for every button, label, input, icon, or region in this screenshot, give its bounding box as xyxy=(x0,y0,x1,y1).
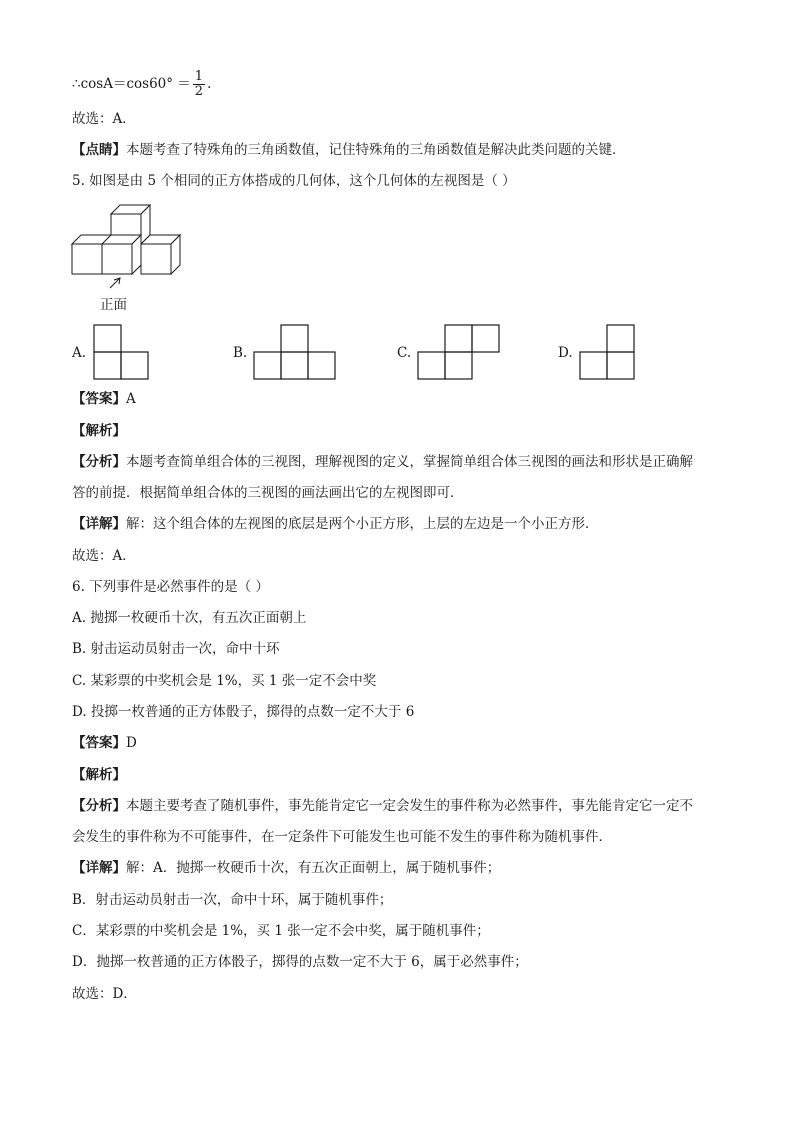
q5-fenxi-line1 xyxy=(72,453,693,471)
q6-detail-b: B．射击运动员射击一次，命中十环，属于随机事件； xyxy=(72,892,393,908)
option-d-view[interactable] xyxy=(579,324,639,380)
option-a-label[interactable]: A. xyxy=(72,345,87,361)
q6-option-a[interactable]: A. 抛掷一枚硬币十次，有五次正面朝上 xyxy=(72,610,307,626)
detail-tag: 【详解】 xyxy=(72,860,126,876)
option-c-label[interactable]: C. xyxy=(397,345,412,361)
fenxi-tag: 【分析】 xyxy=(72,798,126,814)
option-a-view[interactable] xyxy=(93,324,153,380)
q5-detail xyxy=(72,515,599,533)
option-c-view[interactable] xyxy=(417,324,501,380)
q6-answer xyxy=(72,734,137,752)
q6-fenxi-line1 xyxy=(72,797,693,815)
comment-text: 本题考查了特殊角的三角函数值，记住特殊角的三角函数值是解决此类问题的关键． xyxy=(126,142,626,158)
answer-tag: 【答案】 xyxy=(72,391,126,407)
fraction-numerator: 1 xyxy=(194,69,204,84)
formula-line xyxy=(72,70,211,99)
comment-tag: 【点睛】 xyxy=(72,142,126,158)
q6-fenxi-line2: 会发生的事件称为不可能事件，在一定条件下可能发生也可能不发生的事件称为随机事件． xyxy=(72,829,612,845)
q4-choose: 故选：A． xyxy=(72,111,136,127)
detail-tag: 【详解】 xyxy=(72,516,126,532)
formula-suffix: . xyxy=(207,76,212,92)
q5-fenxi-line2: 答的前提．根据简单组合体的三视图的画法画出它的左视图即可． xyxy=(72,485,464,501)
q6-detail-d: D．抛掷一枚普通的正方体骰子，掷得的点数一定不大于 6，属于必然事件； xyxy=(72,954,528,970)
front-label: 正面 xyxy=(100,297,127,313)
fenxi-text: 本题考查简单组合体的三视图，理解视图的定义，掌握简单组合体三视图的画法和形状是正确解 xyxy=(126,454,693,470)
answer-value: D xyxy=(126,735,137,751)
q6-detail-c: C．某彩票的中奖机会是 1%，买 1 张一定不会中奖，属于随机事件； xyxy=(72,923,490,939)
cube-figure xyxy=(70,200,200,310)
q6-option-d[interactable]: D. 投掷一枚普通的正方体骰子，掷得的点数一定不大于 6 xyxy=(72,704,415,720)
q5-choose: 故选：A． xyxy=(72,548,136,564)
q6-stem: 6. 下列事件是必然事件的是（ ） xyxy=(72,579,269,595)
answer-tag: 【答案】 xyxy=(72,735,126,751)
q6-detail xyxy=(72,859,500,877)
option-b-view[interactable] xyxy=(253,324,337,380)
fenxi-tag: 【分析】 xyxy=(72,454,126,470)
fraction-denominator: 2 xyxy=(194,84,204,99)
detail-text: 解：A．抛掷一枚硬币十次，有五次正面朝上，属于随机事件； xyxy=(126,860,501,876)
q6-analysis-tag: 【解析】 xyxy=(72,767,126,783)
option-d-label[interactable]: D. xyxy=(558,345,573,361)
formula-prefix: ∴cosA＝cos60° ＝ xyxy=(72,76,191,92)
q6-option-b[interactable]: B. 射击运动员射击一次，命中十环 xyxy=(72,641,280,657)
q5-analysis-tag: 【解析】 xyxy=(72,423,126,439)
q4-comment xyxy=(72,141,626,159)
option-b-label[interactable]: B. xyxy=(233,345,248,361)
q6-option-c[interactable]: C. 某彩票的中奖机会是 1%，买 1 张一定不会中奖 xyxy=(72,673,377,689)
fraction xyxy=(193,70,205,99)
q6-choose: 故选：D． xyxy=(72,986,137,1002)
q5-stem: 5. 如图是由 5 个相同的正方体搭成的几何体，这个几何体的左视图是（ ） xyxy=(72,173,516,189)
detail-text: 解：这个组合体的左视图的底层是两个小正方形，上层的左边是一个小正方形． xyxy=(126,516,599,532)
fenxi-text: 本题主要考查了随机事件，事先能肯定它一定会发生的事件称为必然事件，事先能肯定它一定不 xyxy=(126,798,693,814)
q5-answer xyxy=(72,390,136,408)
answer-value: A xyxy=(126,391,136,407)
